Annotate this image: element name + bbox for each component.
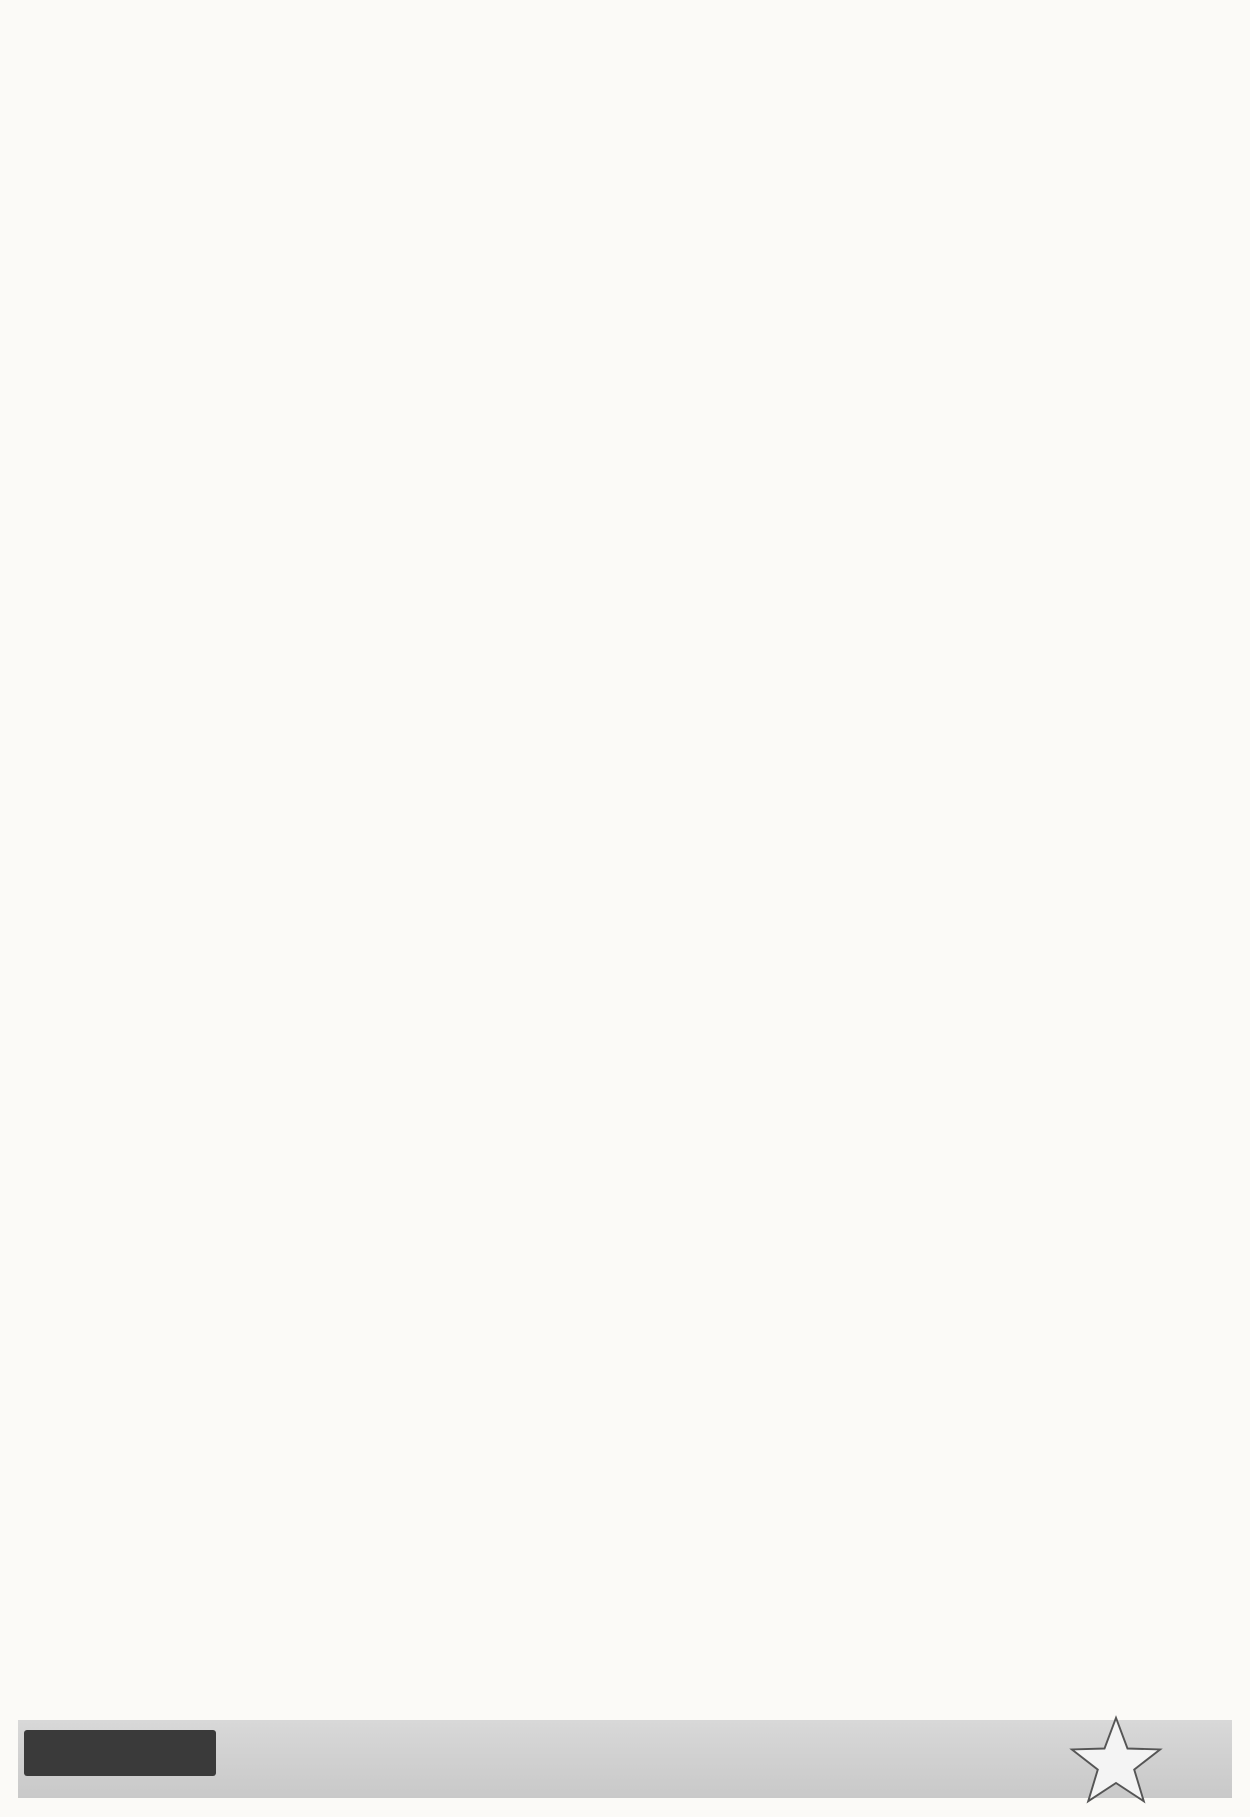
star-icon — [1068, 1714, 1164, 1806]
brand-logo — [24, 1730, 216, 1776]
footer-bar — [18, 1720, 1232, 1798]
